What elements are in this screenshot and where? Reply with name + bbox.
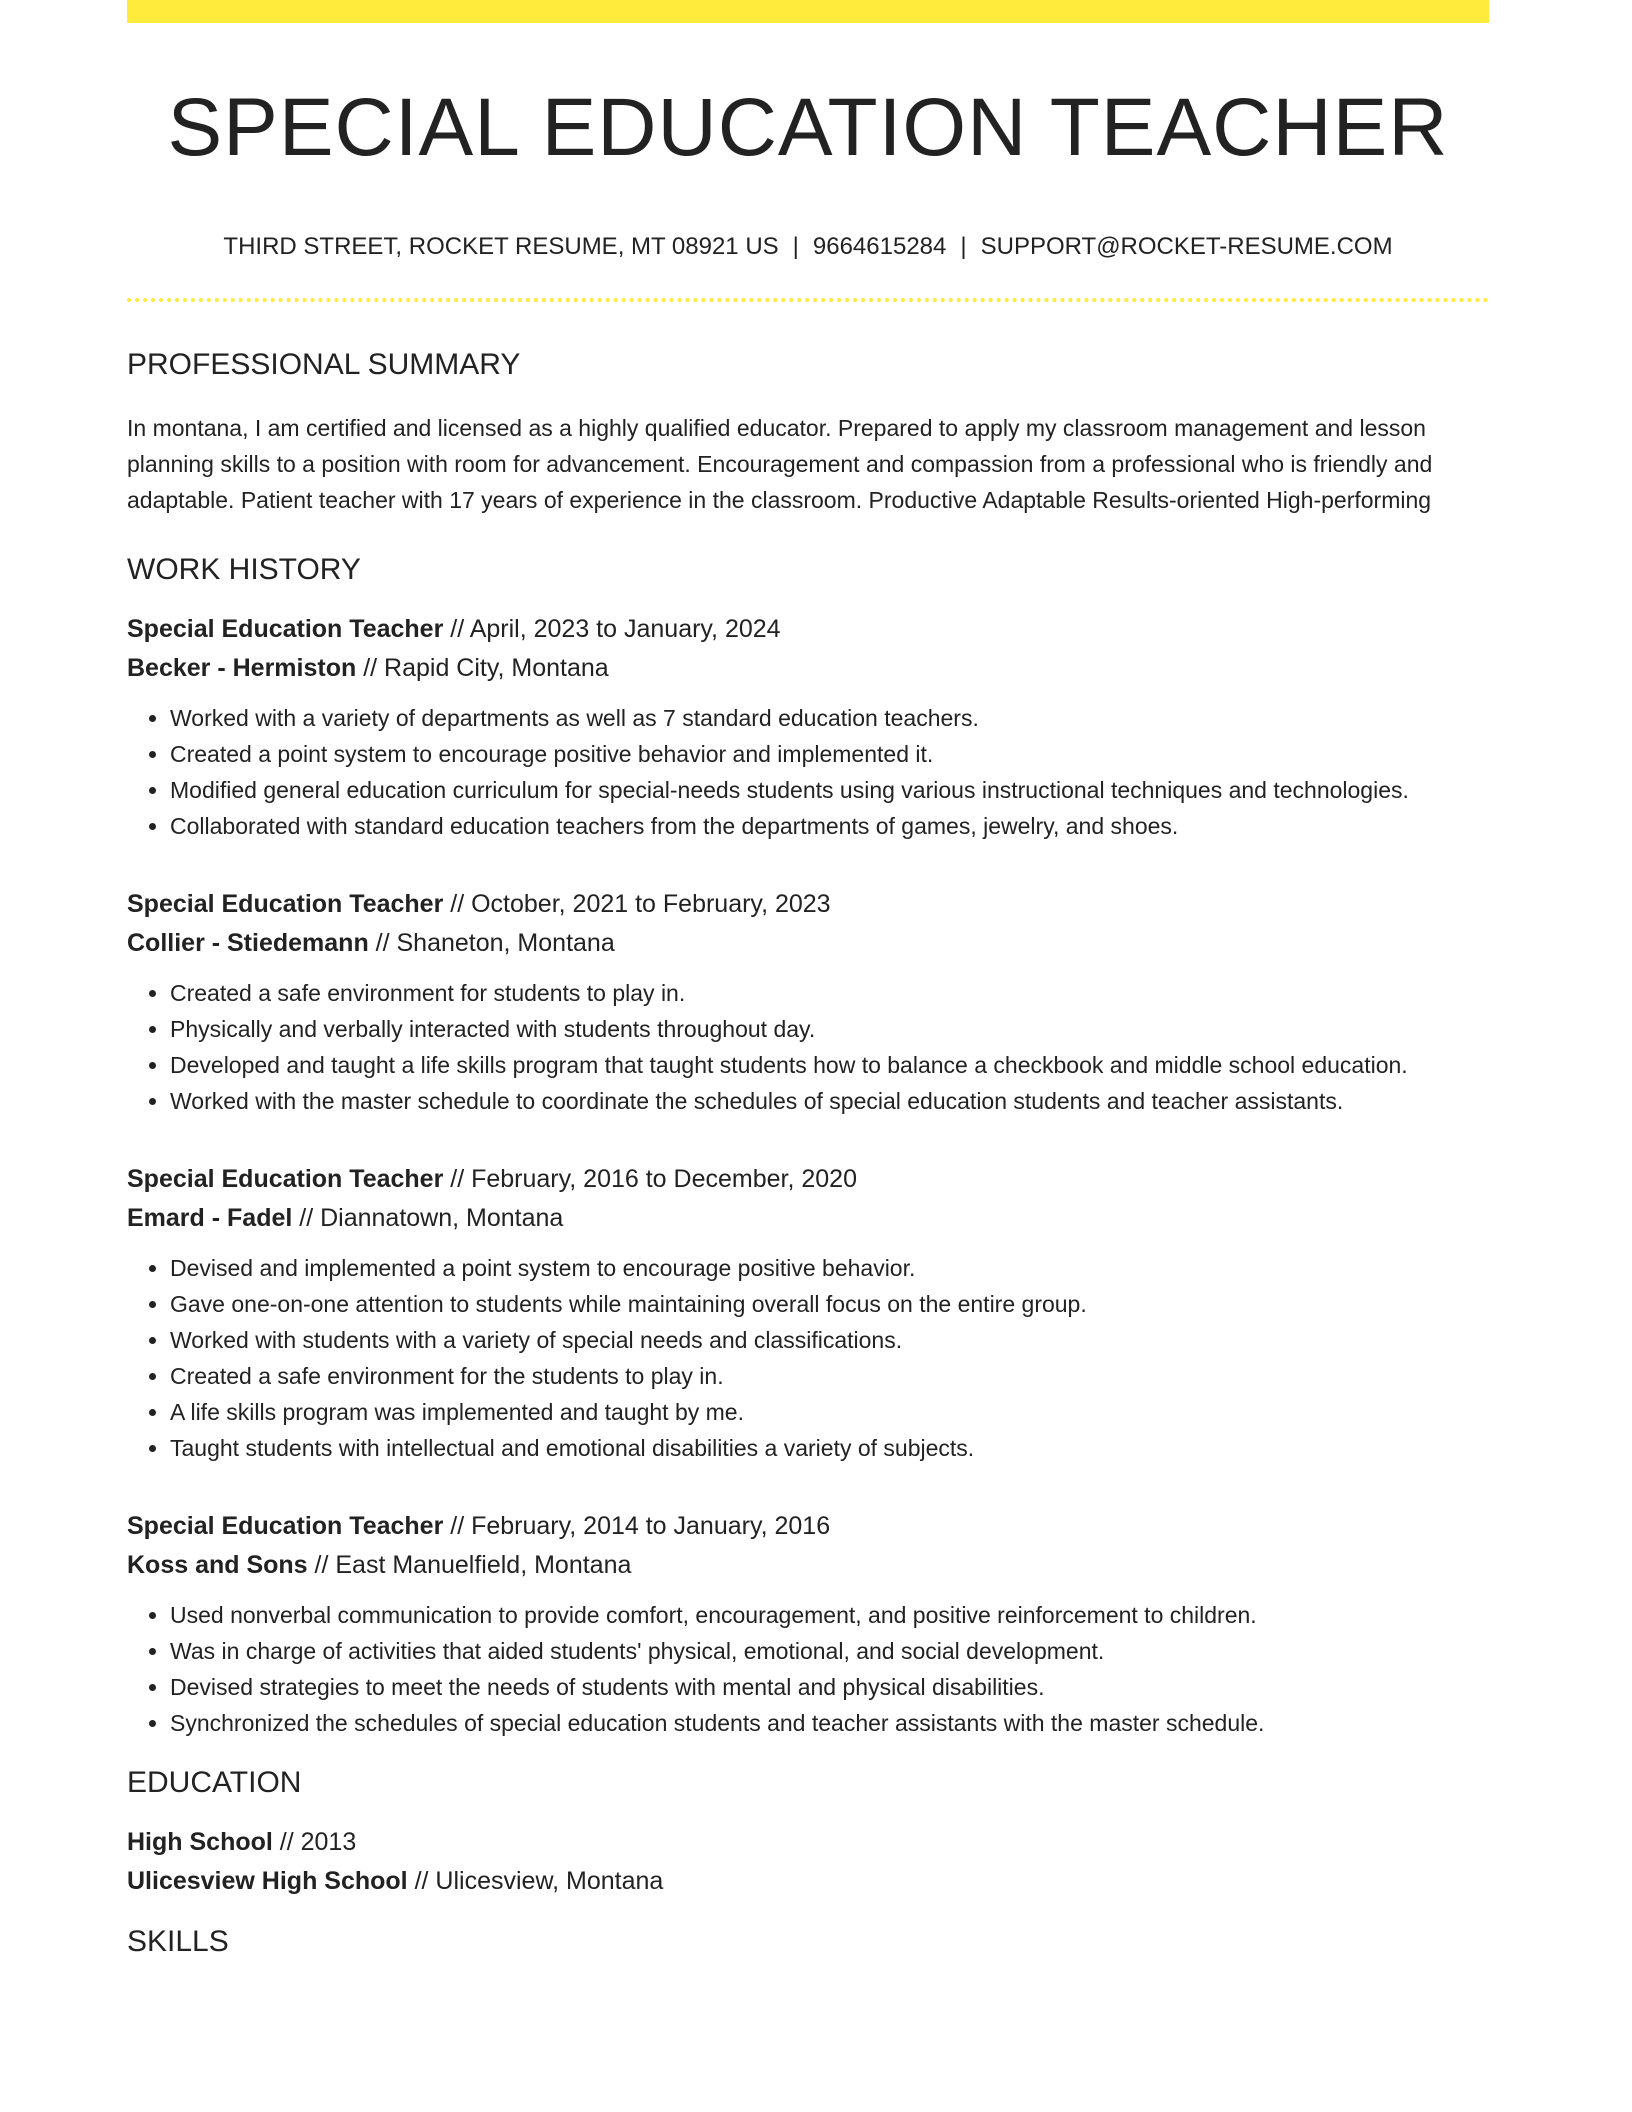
- resume-name: SPECIAL EDUCATION TEACHER: [167, 82, 1449, 173]
- contact-phone: 9664615284: [812, 233, 947, 261]
- list-item: • Gave one-on-one attention to students while maintaining overall focus on the entire group.: [170, 1286, 1489, 1322]
- education-heading: EDUCATION: [127, 1766, 302, 1800]
- job-company-line: [127, 1199, 1489, 1238]
- job-dates: // February, 2014 to January, 2016: [443, 1512, 831, 1541]
- list-item: • Devised and implemented a point system to encourage positive behavior.: [170, 1250, 1489, 1286]
- list-item: • Created a safe environment for students to play in.: [170, 975, 1489, 1011]
- job-company-line: [127, 649, 1489, 688]
- list-item: • Created a point system to encourage positive behavior and implemented it.: [170, 736, 1489, 772]
- job-role-line: [127, 885, 1489, 924]
- list-item: • Devised strategies to meet the needs of students with mental and physical disabilities.: [170, 1669, 1489, 1705]
- list-item: • Synchronized the schedules of special education students and teacher assistants with the master schedule.: [170, 1705, 1489, 1741]
- job-location: // Shaneton, Montana: [368, 929, 615, 958]
- work-history-heading: WORK HISTORY: [127, 553, 361, 587]
- education-degree-line: [127, 1823, 1489, 1862]
- job-entry: [127, 610, 1489, 844]
- education-location: // Ulicesview, Montana: [407, 1867, 664, 1896]
- top-accent-bar: [127, 0, 1489, 23]
- job-role-line: [127, 1507, 1489, 1546]
- job-bullets: [127, 1250, 1489, 1466]
- job-role: Special Education Teacher: [127, 890, 444, 919]
- job-bullets: [127, 1597, 1489, 1741]
- dotted-divider: [127, 298, 1489, 302]
- job-location: // East Manuelfield, Montana: [307, 1551, 632, 1580]
- education-year: // 2013: [272, 1828, 357, 1857]
- job-company-line: [127, 1546, 1489, 1585]
- job-dates: // February, 2016 to December, 2020: [443, 1165, 857, 1194]
- job-role: Special Education Teacher: [127, 1512, 444, 1541]
- summary-heading: PROFESSIONAL SUMMARY: [127, 348, 521, 382]
- job-entry: [127, 1160, 1489, 1466]
- list-item: • A life skills program was implemented and taught by me.: [170, 1394, 1489, 1430]
- education-degree: High School: [127, 1828, 273, 1857]
- list-item: • Taught students with intellectual and emotional disabilities a variety of subjects.: [170, 1430, 1489, 1466]
- list-item: • Worked with students with a variety of special needs and classifications.: [170, 1322, 1489, 1358]
- job-bullets: [127, 700, 1489, 844]
- job-company: Emard - Fadel: [127, 1204, 293, 1233]
- list-item: • Created a safe environment for the students to play in.: [170, 1358, 1489, 1394]
- job-company: Collier - Stiedemann: [127, 929, 369, 958]
- job-dates: // October, 2021 to February, 2023: [443, 890, 831, 919]
- job-role: Special Education Teacher: [127, 1165, 444, 1194]
- list-item: • Worked with a variety of departments as well as 7 standard education teachers.: [170, 700, 1489, 736]
- job-entry: [127, 1507, 1489, 1741]
- education-school: Ulicesview High School: [127, 1867, 408, 1896]
- contact-line: [127, 235, 1489, 259]
- job-bullets: [127, 975, 1489, 1119]
- education-entry: [127, 1823, 1489, 1901]
- job-role: Special Education Teacher: [127, 615, 444, 644]
- job-company-line: [127, 924, 1489, 963]
- list-item: • Modified general education curriculum for special-needs students using various instructional techniques and technologies.: [170, 772, 1489, 808]
- job-role-line: [127, 610, 1489, 649]
- list-item: • Collaborated with standard education teachers from the departments of games, jewelry, and shoes.: [170, 808, 1489, 844]
- resume-page: [127, 0, 1489, 1957]
- list-item: • Was in charge of activities that aided students' physical, emotional, and social development.: [170, 1633, 1489, 1669]
- contact-separator: |: [792, 233, 799, 261]
- list-item: • Worked with the master schedule to coordinate the schedules of special education students and teacher assistants.: [170, 1083, 1489, 1119]
- job-company: Koss and Sons: [127, 1551, 308, 1580]
- skills-heading: SKILLS: [127, 1925, 229, 1959]
- job-entry: [127, 885, 1489, 1119]
- list-item: • Physically and verbally interacted with students throughout day.: [170, 1011, 1489, 1047]
- job-location: // Rapid City, Montana: [356, 654, 609, 683]
- list-item: • Developed and taught a life skills program that taught students how to balance a checkbook and middle school education.: [170, 1047, 1489, 1083]
- contact-address: THIRD STREET, ROCKET RESUME, MT 08921 US: [223, 233, 779, 261]
- summary-text: In montana, I am certified and licensed as a highly qualified educator. Prepared to apply my classroom management and lesson planning skills to a position with room for advancement. Encouragement and compassion from a professional who is friendly and adaptable. Patient teacher with 17 years of experience in the classroom. Productive Adaptable Results-oriented High-performing: [127, 415, 1433, 514]
- contact-separator: |: [960, 233, 967, 261]
- job-location: // Diannatown, Montana: [292, 1204, 564, 1233]
- job-company: Becker - Hermiston: [127, 654, 357, 683]
- education-school-line: [127, 1862, 1489, 1901]
- contact-email: SUPPORT@ROCKET-RESUME.COM: [980, 233, 1393, 261]
- list-item: • Used nonverbal communication to provide comfort, encouragement, and positive reinforcement to children.: [170, 1597, 1489, 1633]
- job-dates: // April, 2023 to January, 2024: [443, 615, 781, 644]
- job-role-line: [127, 1160, 1489, 1199]
